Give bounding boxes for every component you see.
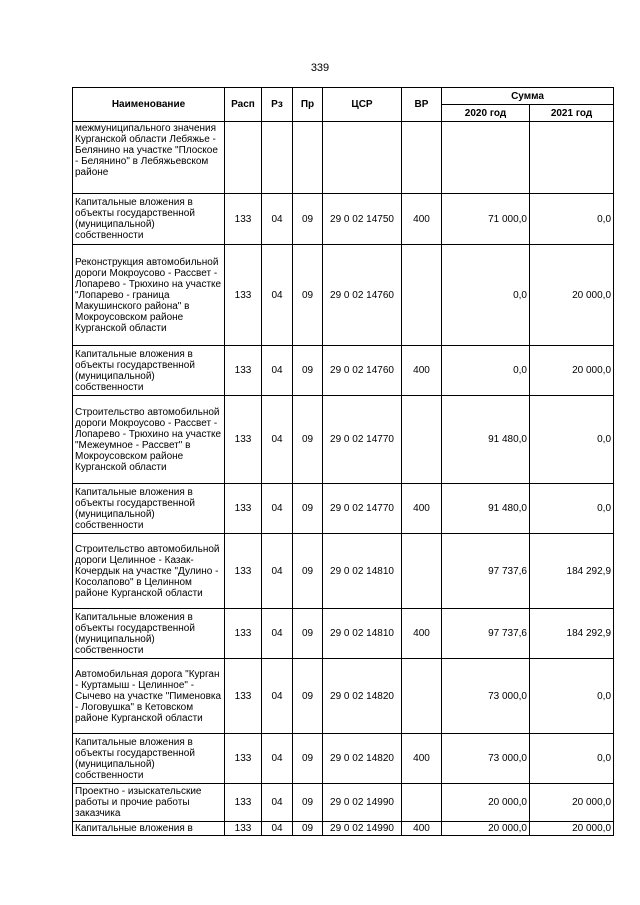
cell-rasp: 133: [225, 822, 262, 836]
cell-vr: [402, 245, 442, 346]
budget-table: [72, 87, 614, 836]
cell-name: Строительство автомобильной дороги Мокроусово - Рассвет - Лопарево - Трюхино на участке "Межеумное - Рассвет" в Мокроусовском районе Курганской области: [73, 396, 225, 484]
cell-sum-2020: 71 000,0: [442, 194, 530, 245]
page-number: 339: [310, 62, 330, 74]
cell-sum-2021: 20 000,0: [530, 822, 614, 836]
col-header-rasp: Расп: [225, 88, 262, 122]
cell-name: Автомобильная дорога "Курган - Куртамыш - Целинное" - Сычево на участке "Пименовка - Логовушка" в Кетовском районе Курганской области: [73, 659, 225, 734]
cell-pr: 09: [293, 346, 323, 396]
cell-sum-2021: 20 000,0: [530, 346, 614, 396]
cell-vr: [402, 396, 442, 484]
cell-rz: 04: [262, 194, 293, 245]
header-row: [73, 88, 614, 105]
cell-sum-2020: 20 000,0: [442, 784, 530, 822]
col-header-csr: ЦСР: [323, 88, 402, 122]
cell-rasp: 133: [225, 534, 262, 609]
cell-name: Капитальные вложения в объекты государственной (муниципальной) собственности: [73, 609, 225, 659]
table-row: [73, 122, 614, 194]
cell-name: Капитальные вложения в объекты государственной (муниципальной) собственности: [73, 484, 225, 534]
cell-csr: 29 0 02 14820: [323, 659, 402, 734]
cell-rasp: 133: [225, 784, 262, 822]
cell-vr: 400: [402, 822, 442, 836]
cell-rz: 04: [262, 346, 293, 396]
cell-sum-2020: 73 000,0: [442, 734, 530, 784]
cell-vr: [402, 784, 442, 822]
cell-name: Капитальные вложения в объекты государственной (муниципальной) собственности: [73, 194, 225, 245]
cell-sum-2020: [442, 122, 530, 194]
table-row: [73, 396, 614, 484]
cell-name: Строительство автомобильной дороги Целинное - Казак-Кочердык на участке "Дулино - Косолапово" в Целинном районе Курганской области: [73, 534, 225, 609]
cell-rasp: 133: [225, 609, 262, 659]
table-row: [73, 822, 614, 836]
cell-name: Капитальные вложения в объекты государственной (муниципальной) собственности: [73, 346, 225, 396]
cell-sum-2020: 97 737,6: [442, 609, 530, 659]
table-row: [73, 484, 614, 534]
cell-rz: 04: [262, 534, 293, 609]
cell-sum-2021: 184 292,9: [530, 534, 614, 609]
cell-rz: 04: [262, 784, 293, 822]
cell-rasp: 133: [225, 346, 262, 396]
cell-sum-2021: 20 000,0: [530, 245, 614, 346]
cell-rasp: 133: [225, 659, 262, 734]
cell-sum-2021: 0,0: [530, 659, 614, 734]
cell-csr: 29 0 02 14770: [323, 484, 402, 534]
cell-sum-2020: 20 000,0: [442, 822, 530, 836]
cell-pr: 09: [293, 194, 323, 245]
table-row: [73, 346, 614, 396]
table-row: [73, 609, 614, 659]
cell-vr: 400: [402, 346, 442, 396]
col-header-sum: Сумма: [442, 88, 614, 105]
cell-csr: 29 0 02 14810: [323, 609, 402, 659]
cell-sum-2021: 184 292,9: [530, 609, 614, 659]
cell-pr: 09: [293, 245, 323, 346]
cell-name: межмуниципального значения Курганской области Лебяжье - Белянино на участке "Плоское - Белянино" в Лебяжьевском районе: [73, 122, 225, 194]
cell-sum-2021: 0,0: [530, 396, 614, 484]
cell-rasp: 133: [225, 245, 262, 346]
cell-csr: 29 0 02 14770: [323, 396, 402, 484]
cell-sum-2021: 0,0: [530, 484, 614, 534]
cell-name: Капитальные вложения в объекты государственной (муниципальной) собственности: [73, 734, 225, 784]
cell-rasp: 133: [225, 396, 262, 484]
cell-pr: 09: [293, 822, 323, 836]
table-row: [73, 734, 614, 784]
table-row: [73, 194, 614, 245]
table-row: [73, 659, 614, 734]
cell-sum-2021: 20 000,0: [530, 784, 614, 822]
cell-rz: 04: [262, 609, 293, 659]
table-row: [73, 245, 614, 346]
cell-pr: 09: [293, 734, 323, 784]
cell-rasp: 133: [225, 734, 262, 784]
cell-name: Реконструкция автомобильной дороги Мокроусово - Рассвет - Лопарево - Трюхино на участке "Лопарево - граница Макушинского района" в Мокроусовском районе Курганской области: [73, 245, 225, 346]
cell-rz: 04: [262, 659, 293, 734]
cell-csr: 29 0 02 14820: [323, 734, 402, 784]
table-row: [73, 534, 614, 609]
cell-rz: 04: [262, 396, 293, 484]
cell-rasp: 133: [225, 484, 262, 534]
cell-rz: 04: [262, 484, 293, 534]
cell-sum-2020: 97 737,6: [442, 534, 530, 609]
col-header-2021: 2021 год: [530, 105, 614, 122]
cell-rasp: 133: [225, 194, 262, 245]
cell-vr: [402, 122, 442, 194]
cell-sum-2020: 0,0: [442, 245, 530, 346]
cell-sum-2021: [530, 122, 614, 194]
cell-sum-2020: 91 480,0: [442, 396, 530, 484]
cell-vr: 400: [402, 609, 442, 659]
cell-sum-2020: 91 480,0: [442, 484, 530, 534]
cell-csr: 29 0 02 14760: [323, 245, 402, 346]
cell-csr: 29 0 02 14990: [323, 784, 402, 822]
cell-name: Капитальные вложения в: [73, 822, 225, 836]
cell-csr: 29 0 02 14810: [323, 534, 402, 609]
cell-vr: 400: [402, 194, 442, 245]
cell-rasp: [225, 122, 262, 194]
cell-pr: [293, 122, 323, 194]
cell-pr: 09: [293, 484, 323, 534]
cell-csr: 29 0 02 14990: [323, 822, 402, 836]
cell-vr: 400: [402, 734, 442, 784]
cell-pr: 09: [293, 396, 323, 484]
col-header-pr: Пр: [293, 88, 323, 122]
cell-csr: 29 0 02 14750: [323, 194, 402, 245]
cell-rz: [262, 122, 293, 194]
cell-pr: 09: [293, 659, 323, 734]
cell-rz: 04: [262, 245, 293, 346]
cell-sum-2020: 73 000,0: [442, 659, 530, 734]
cell-sum-2021: 0,0: [530, 734, 614, 784]
cell-name: Проектно - изыскательские работы и прочие работы заказчика: [73, 784, 225, 822]
cell-vr: 400: [402, 484, 442, 534]
cell-rz: 04: [262, 734, 293, 784]
col-header-name: Наименование: [73, 88, 225, 122]
cell-pr: 09: [293, 609, 323, 659]
cell-csr: 29 0 02 14760: [323, 346, 402, 396]
cell-pr: 09: [293, 534, 323, 609]
cell-rz: 04: [262, 822, 293, 836]
table-row: [73, 784, 614, 822]
col-header-rz: Рз: [262, 88, 293, 122]
cell-vr: [402, 534, 442, 609]
cell-sum-2020: 0,0: [442, 346, 530, 396]
cell-vr: [402, 659, 442, 734]
cell-sum-2021: 0,0: [530, 194, 614, 245]
col-header-vr: ВР: [402, 88, 442, 122]
cell-csr: [323, 122, 402, 194]
col-header-2020: 2020 год: [442, 105, 530, 122]
cell-pr: 09: [293, 784, 323, 822]
